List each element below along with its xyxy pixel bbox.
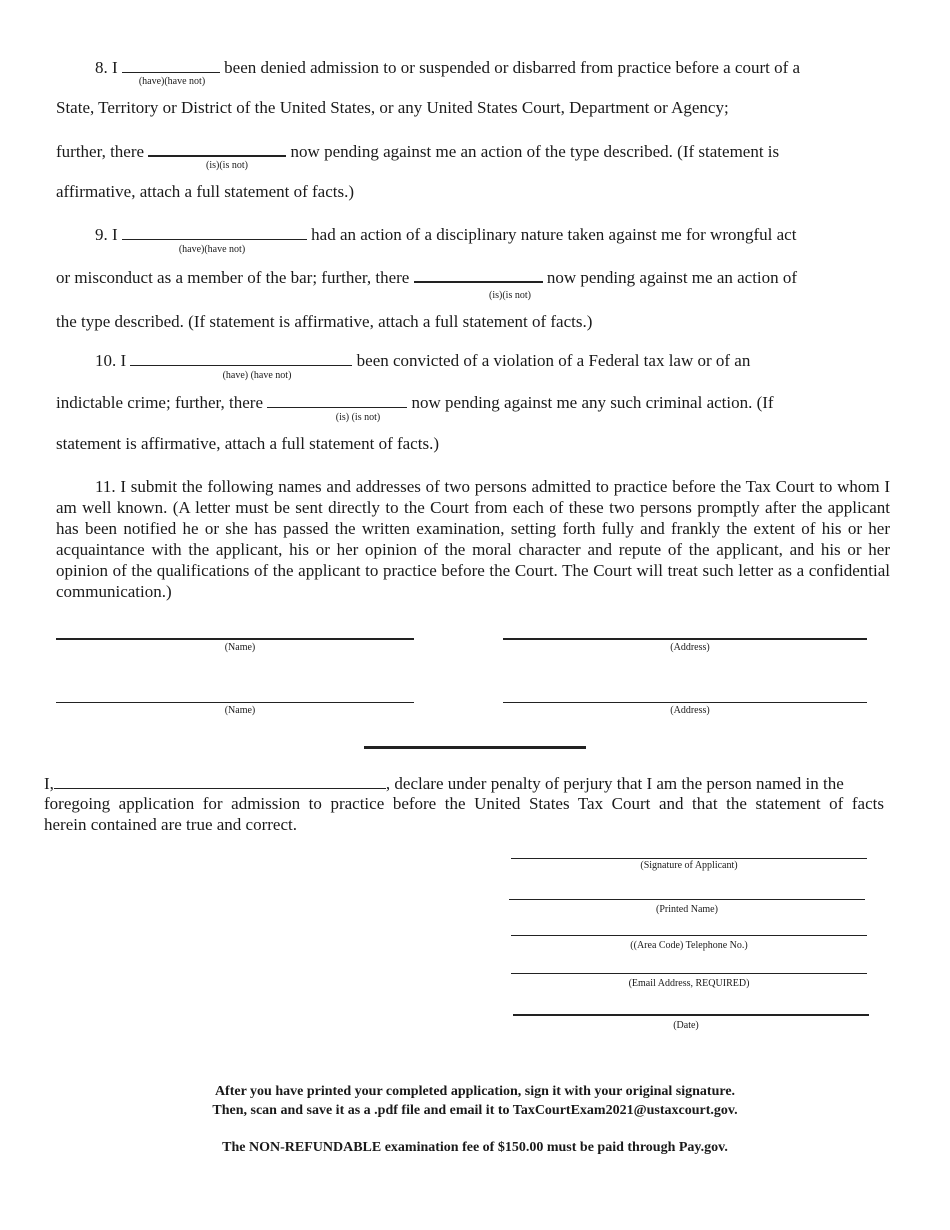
item8-line3: further, there now pending against me an action of the type described. (If statement is <box>56 142 780 161</box>
declaration-line1: I, , declare under penalty of perjury that I am the person named in the <box>44 774 844 793</box>
declaration-line3: herein contained are true and correct. <box>44 815 297 834</box>
item9-is-blank[interactable] <box>414 266 543 283</box>
telephone-label: ((Area Code) Telephone No.) <box>630 940 748 951</box>
email-line[interactable] <box>511 973 867 974</box>
item10-line3: statement is affirmative, attach a full statement of facts.) <box>56 434 439 453</box>
reference1-address-label: (Address) <box>670 642 710 653</box>
fee-notice: The NON-REFUNDABLE examination fee of $150.00 must be paid through Pay.gov. <box>222 1140 728 1155</box>
signature-label: (Signature of Applicant) <box>640 860 738 871</box>
item10-have-caption: (have) (have not) <box>222 370 292 381</box>
item9-is-caption: (is)(is not) <box>489 290 531 301</box>
item10-line1: 10. I been convicted of a violation of a Federal tax law or of an <box>95 351 751 370</box>
telephone-line[interactable] <box>511 935 867 936</box>
reference2-address-line[interactable] <box>503 702 867 703</box>
date-label: (Date) <box>673 1020 699 1031</box>
item8-line4: affirmative, attach a full statement of facts.) <box>56 182 354 201</box>
item9-line3: the type described. (If statement is affirmative, attach a full statement of facts.) <box>56 312 593 331</box>
item8-have-blank[interactable] <box>122 57 220 73</box>
item9-have-blank[interactable] <box>122 224 307 240</box>
item8-line2: State, Territory or District of the United States, or any United States Court, Department or Agency; <box>56 98 729 117</box>
printed-name-line[interactable] <box>509 899 865 900</box>
printed-name-label: (Printed Name) <box>656 904 718 915</box>
item9-line2: or misconduct as a member of the bar; further, there now pending against me an action of <box>56 268 798 287</box>
item9-line1: 9. I had an action of a disciplinary nature taken against me for wrongful act <box>95 225 797 244</box>
date-line[interactable] <box>513 1014 869 1016</box>
section-divider <box>364 746 586 749</box>
reference2-name-label: (Name) <box>224 705 256 716</box>
reference2-address-label: (Address) <box>670 705 710 716</box>
item9-have-caption: (have)(have not) <box>178 244 246 255</box>
item10-is-blank[interactable] <box>267 392 407 408</box>
item10-is-caption: (is) (is not) <box>335 412 381 423</box>
item8-is-blank[interactable] <box>148 140 286 157</box>
item10-line2: indictable crime; further, there now pending against me any such criminal action. (If <box>56 393 774 412</box>
item8-line1: 8. I been denied admission to or suspended or disbarred from practice before a court of a <box>95 58 801 77</box>
email-label: (Email Address, REQUIRED) <box>628 978 750 989</box>
instructions-line1: After you have printed your completed application, sign it with your original signature. <box>214 1084 736 1099</box>
signature-line[interactable] <box>511 858 867 859</box>
reference1-name-line[interactable] <box>56 638 414 640</box>
item8-is-caption: (is)(is not) <box>206 160 248 171</box>
declaration-line2: foregoing application for admission to practice before the United States Tax Court and that the statement of facts <box>44 794 884 813</box>
reference1-name-label: (Name) <box>224 642 256 653</box>
declarant-name-blank[interactable] <box>54 773 386 789</box>
item11-paragraph: 11. I submit the following names and addresses of two persons admitted to practice before the Tax Court to whom I am well known. (A letter must be sent directly to the Court from each of these two persons promptly after the applicant has been notified he or she has passed the written examination, setting forth fully and frankly the extent of his or her acquaintance with the applicant, his or her opinion of the moral character and repute of the applicant, and his or her opinion of the qualifications of the applicant to practice before the Court. The Court will treat such letter as a confidential communication.) <box>56 477 890 601</box>
item10-have-blank[interactable] <box>130 350 352 366</box>
instructions-line2: Then, scan and save it as a .pdf file and email it to TaxCourtExam2021@ustaxcourt.gov. <box>212 1103 738 1118</box>
reference1-address-line[interactable] <box>503 638 867 640</box>
item8-have-caption: (have)(have not) <box>138 76 206 87</box>
reference2-name-line[interactable] <box>56 702 414 703</box>
